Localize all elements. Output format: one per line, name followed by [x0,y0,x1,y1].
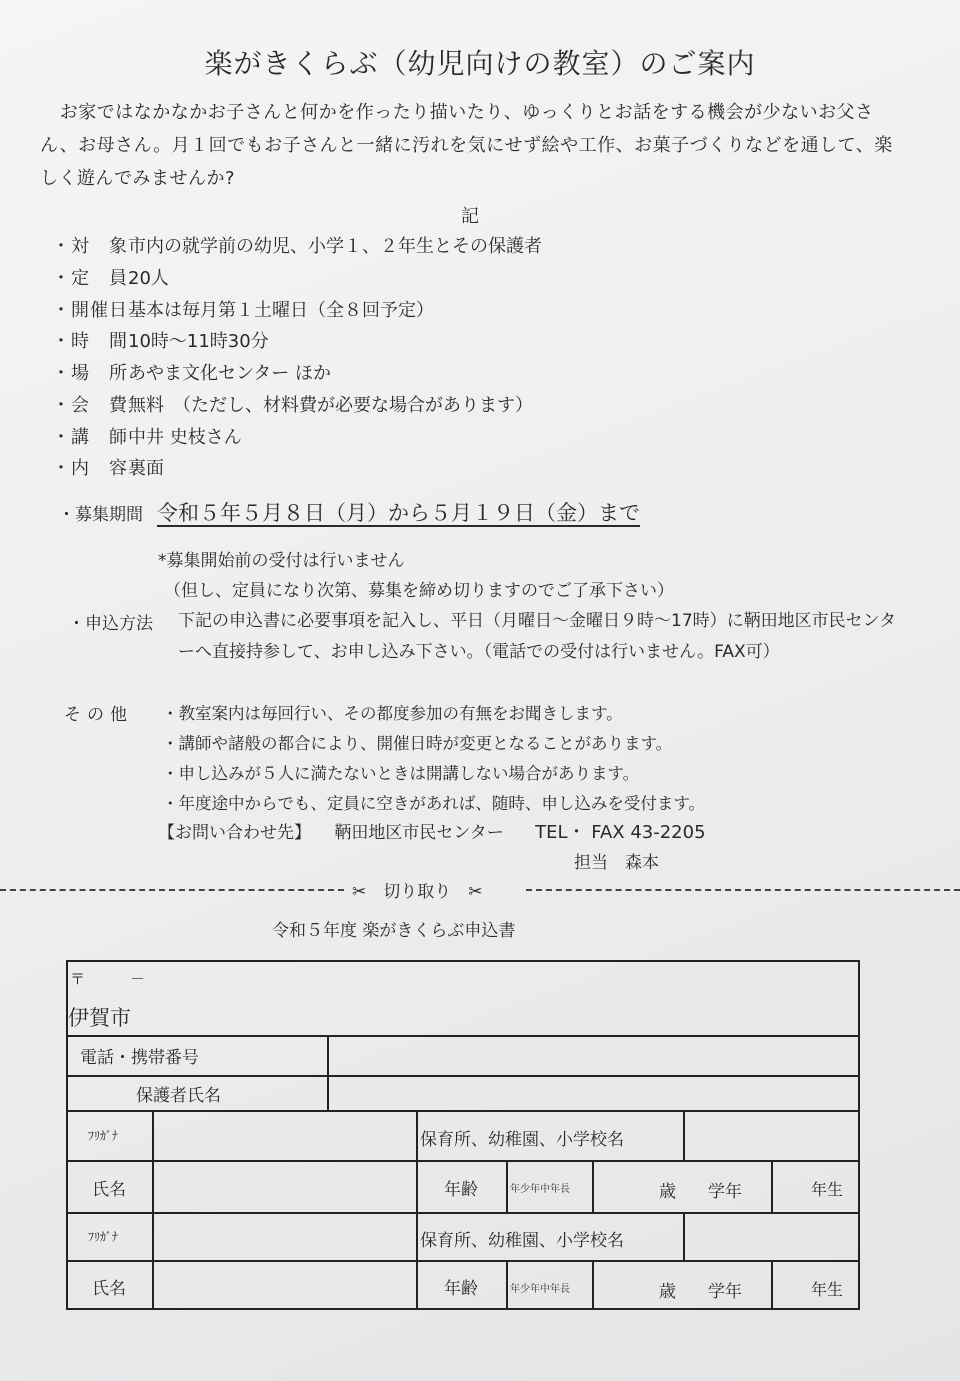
item-label: ・時 間 [52,331,128,352]
form-title: 令和５年度 楽がきくらぶ申込書 [272,921,516,941]
other-line: ・教室案内は毎回行い、その都度参加の有無をお聞きします。 [162,704,623,723]
form-rule [152,1110,154,1310]
recruit-period [58,497,640,527]
item-label: ・内 容 [52,458,128,479]
item-value: 基本は毎月第１土曜日（全８回予定） [128,300,434,321]
intro-paragraph [40,96,900,195]
item-label: ・講 師 [52,427,128,448]
dashed-line-left [0,889,344,891]
item-label: ・会 費 [52,395,128,416]
name-label: 氏名 [92,1180,126,1200]
grade-label: 学年 [708,1182,742,1202]
class-label: 年少年中年長 [510,1184,570,1195]
form-rule [68,1160,858,1162]
form-rule [506,1260,508,1310]
dashed-line-right [526,889,960,891]
other-line: ・申し込みが５人に満たないときは開講しない場合があります。 [162,764,640,783]
item-label: ・場 所 [52,363,128,384]
item-label: ・定 員 [52,268,128,289]
sai-label: 歳 [659,1182,676,1202]
other-line: ・講師や諸般の都合により、開催日時が変更となることがあります。 [162,734,673,753]
form-rule [68,1260,858,1262]
nensei-label: 年生 [811,1180,844,1199]
ki-heading: 記 [461,206,479,227]
item-value: 中井 史枝さん [128,427,242,448]
item-value: 無料 （ただし、材料費が必要な場合があります） [128,395,533,416]
form-rule [683,1110,685,1160]
item-capacity [52,264,169,290]
other-line: ・年度途中からでも、定員に空きがあれば、随時、申し込みを受付ます。 [162,794,706,813]
guardian-label: 保護者氏名 [136,1086,221,1106]
item-fee [52,391,533,417]
item-label: ・開催日 [52,300,128,321]
sai-label: 歳 [659,1282,676,1302]
other-label: その他 [64,705,133,725]
recruit-label: ・募集期間 [58,505,143,525]
item-value: あやま文化センター ほか [128,363,332,384]
item-place [52,359,331,385]
cut-line [0,877,960,901]
item-instructor [52,423,242,449]
intro-text: お家ではなかなかお子さんと何かを作ったり描いたり、ゆっくりとお話をする機会が少ないお父さん、お母さん。月１回でもお子さんと一緒に汚れを気にせず絵や工作、お菓子づくりなどを通して、楽しく遊んでみませんか? [40,102,893,189]
cut-label: ✂ 切り取り ✂ [352,882,483,902]
item-label: ・対 象 [52,236,128,257]
recruit-note-2: （但し、定員になり次第、募集を締め切りますのでご了承下さい） [164,581,674,601]
form-rule [771,1260,773,1310]
city-label: 伊賀市 [68,1006,131,1030]
form-rule [68,1212,858,1214]
form-rule [592,1260,594,1310]
form-rule [592,1160,594,1212]
postal-label: 〒 － [70,970,146,988]
item-value: 市内の就学前の幼児、小学１、２年生とその保護者 [128,236,542,257]
item-target [52,232,542,258]
form-rule [506,1160,508,1212]
form-rule [68,1110,858,1112]
item-content [52,454,164,480]
nensei-label: 年生 [811,1280,844,1299]
furigana-label: ﾌﾘｶﾞﾅ [88,1230,119,1244]
recruit-dates: 令和５年５月８日（月）から５月１９日（金）まで [157,501,640,525]
item-value: 20人 [128,268,169,289]
contact-tel: TEL・ FAX 43-2205 [535,822,706,843]
school-label: 保育所、幼稚園、小学校名 [420,1231,624,1251]
item-time [52,327,269,353]
recruit-note-1: *募集開始前の受付は行いません [158,551,405,571]
form-rule [68,1035,858,1037]
age-label: 年齢 [444,1180,478,1200]
furigana-label: ﾌﾘｶﾞﾅ [88,1129,119,1143]
contact-org: 鞆田地区市民センター [334,823,504,843]
page-title: 楽がきくらぶ（幼児向けの教室）のご案内 [204,47,756,80]
form-rule [683,1212,685,1260]
apply-text: 下記の申込書に必要事項を記入し、平日（月曜日～金曜日９時～17時）に鞆田地区市民センターへ直接持参して、お申し込み下さい。（電話での受付は行いません。FAX可） [178,611,896,662]
school-label: 保育所、幼稚園、小学校名 [420,1130,624,1150]
apply-label: ・申込方法 [68,614,153,634]
age-label: 年齢 [444,1279,478,1299]
form-rule [327,1035,329,1110]
contact-label: 【お問い合わせ先】 [158,823,311,843]
grade-label: 学年 [708,1282,742,1302]
application-form [66,960,860,1310]
form-rule [771,1160,773,1212]
item-value: 裏面 [128,458,164,479]
form-rule [68,1075,858,1077]
contact-info [158,818,706,844]
form-rule [416,1110,418,1310]
item-date [52,296,434,322]
contact-person: 担当 森本 [574,853,659,873]
phone-label: 電話・携帯番号 [80,1048,199,1068]
class-label: 年少年中年長 [510,1284,570,1295]
item-value: 10時～11時30分 [128,331,269,352]
name-label: 氏名 [92,1279,126,1299]
